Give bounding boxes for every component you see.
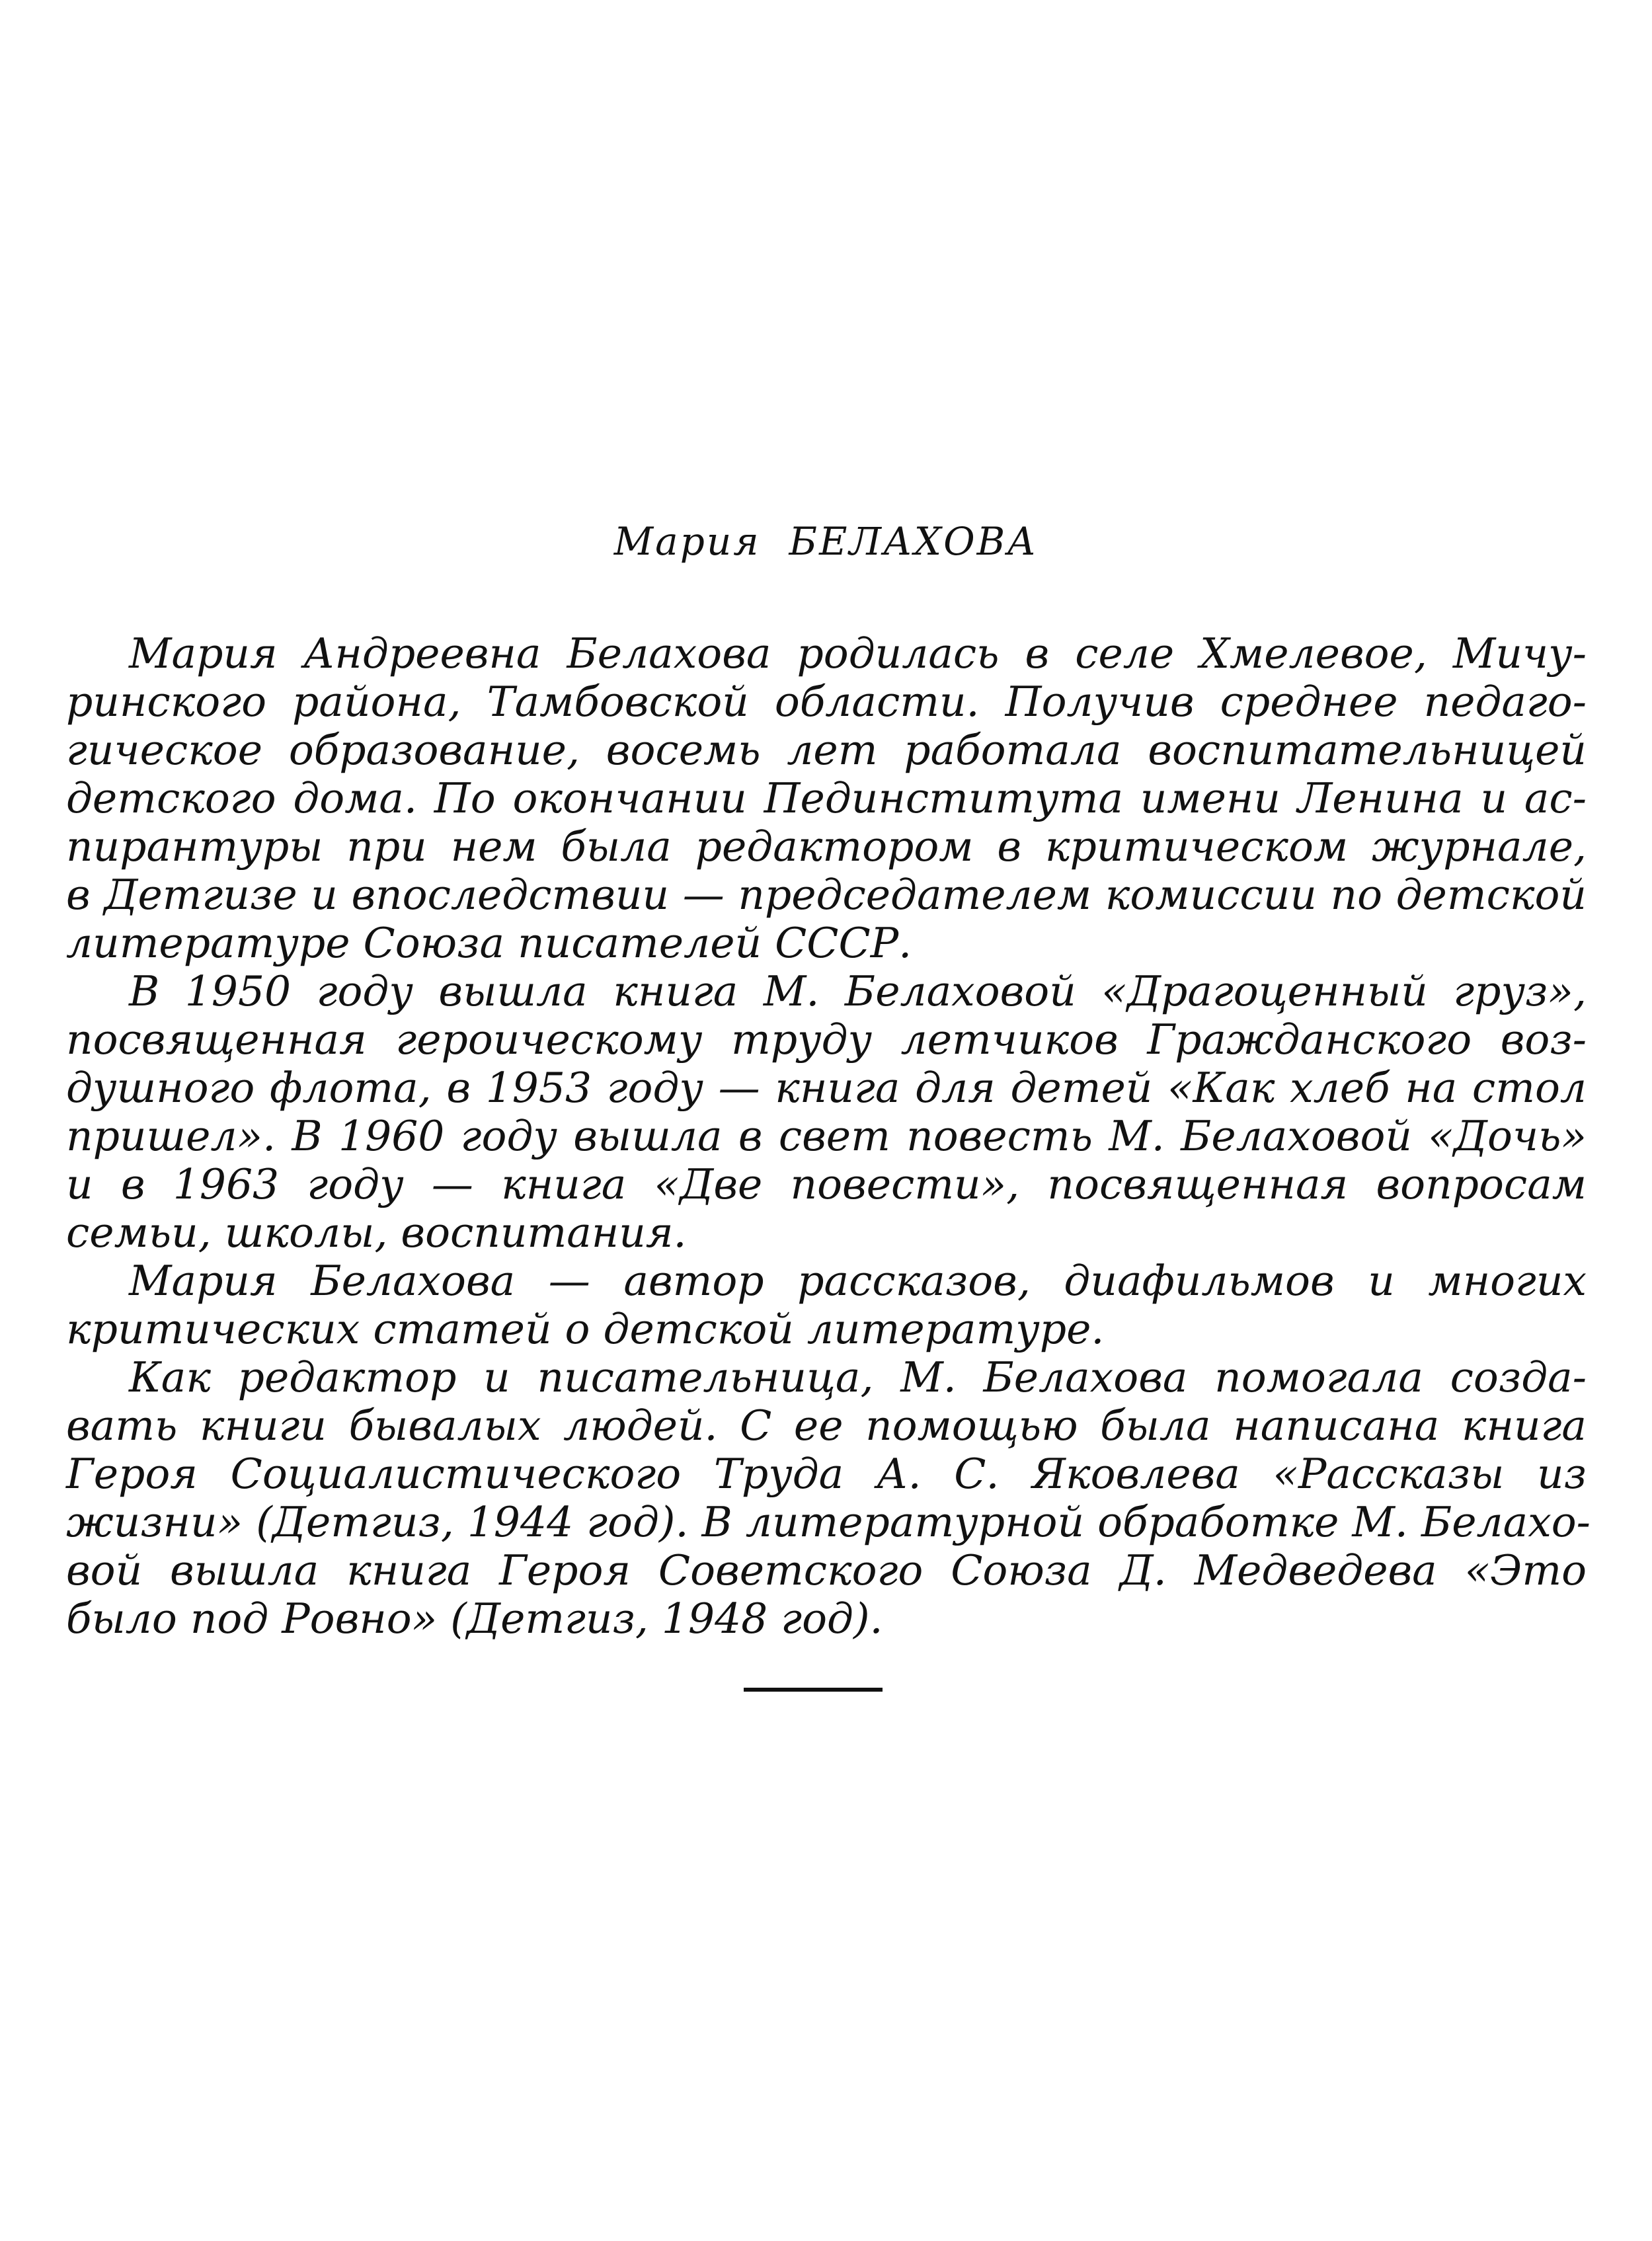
text-line: вой вышла книга Героя Советского Союза Д. Медведева «Это (66, 1546, 1587, 1594)
author-heading: Мария БЕЛАХОВА (613, 519, 1039, 564)
text-line: гическое образование, восемь лет работала воспитательницей (66, 726, 1587, 774)
section-divider (744, 1688, 883, 1692)
text-line: посвященная героическому труду летчиков Гражданского воз- (66, 1015, 1587, 1064)
text-line: в Детгизе и впоследствии — председателем комиссии по детской (66, 871, 1587, 919)
text-line: Мария Андреевна Белахова родилась в селе Хмелевое, Мичу- (129, 629, 1587, 678)
text-line: пирантуры при нем была редактором в критическом журнале, (66, 822, 1587, 871)
text-line: душного флота, в 1953 году — книга для детей «Как хлеб на стол (66, 1064, 1587, 1112)
text-line: ринского района, Тамбовской области. Получив среднее педаго- (66, 678, 1587, 726)
text-line: пришел». В 1960 году вышла в свет повесть М. Белаховой «Дочь» (66, 1112, 1587, 1160)
text-line: семьи, школы, воспитания. (66, 1208, 687, 1257)
text-line: Как редактор и писательница, М. Белахова помогала созда- (129, 1353, 1587, 1401)
text-line: Героя Социалистического Труда А. С. Яковлева «Рассказы из (66, 1450, 1587, 1498)
text-line: критических статей о детской литературе. (66, 1305, 1105, 1353)
text-line: было под Ровно» (Детгиз, 1948 год). (66, 1594, 883, 1643)
text-line: литературе Союза писателей СССР. (66, 919, 912, 967)
text-line: детского дома. По окончании Пединститута имени Ленина и ас- (66, 774, 1587, 822)
text-line: Мария Белахова — автор рассказов, диафильмов и многих (129, 1257, 1587, 1305)
text-line: вать книги бывалых людей. С ее помощью была написана книга (66, 1401, 1587, 1450)
text-line: жизни» (Детгиз, 1944 год). В литературной обработке М. Белахо- (66, 1498, 1591, 1546)
text-line: В 1950 году вышла книга М. Белаховой «Драгоценный груз», (129, 967, 1587, 1015)
text-line: и в 1963 году — книга «Две повести», посвященная вопросам (66, 1160, 1587, 1208)
